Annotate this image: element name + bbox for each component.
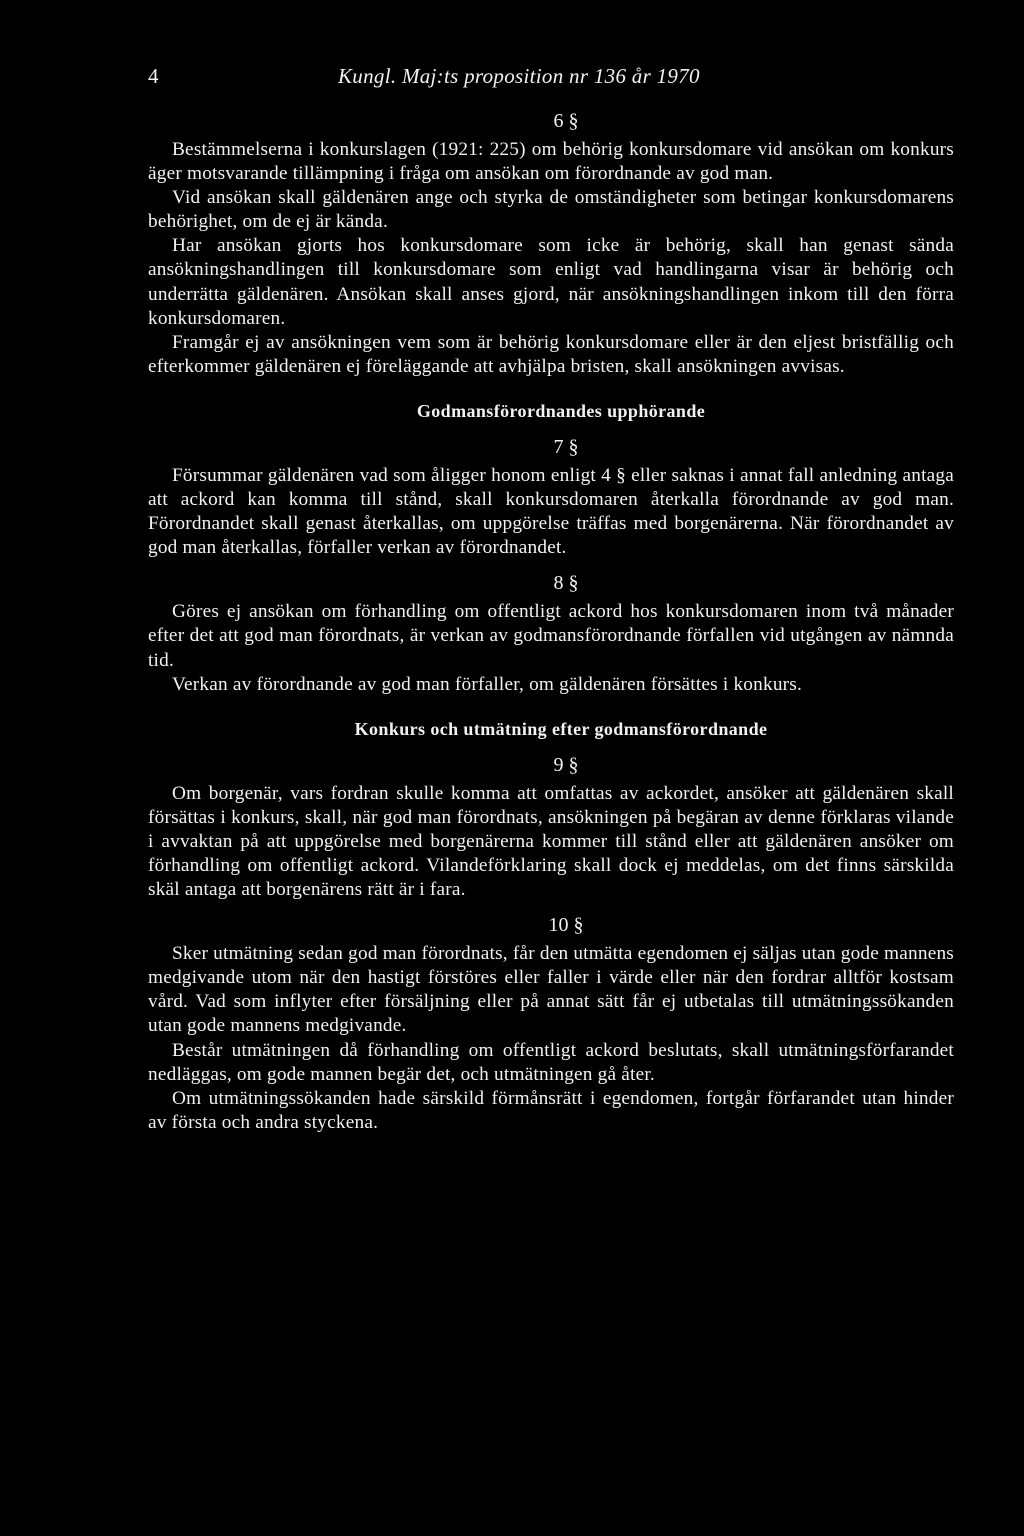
document-page xyxy=(148,64,954,1135)
section-heading: Godmansförordnandes upphörande xyxy=(416,400,706,421)
section-heading: Konkurs och utmätning efter godmansförordnande xyxy=(354,718,768,739)
paragraph: Har ansökan gjorts hos konkursdomare som icke är behörig, skall han genast sända ansökningshandlingen till konkursdomare som enligt vad handlingarna visar är behörig och underrätta gäldenären. Ansökan skall anses gjord, när ansökningshandlingen inkom till den förra konkursdomaren. xyxy=(148,235,954,329)
section-number: 9 § xyxy=(553,753,579,776)
paragraph: Om utmätningssökanden hade särskild förmånsrätt i egendomen, fortgår förfarandet utan hinder av första och andra styckena. xyxy=(148,1087,954,1133)
paragraph: Försummar gäldenären vad som åligger honom enligt 4 § eller saknas i annat fall anledning antaga att ackord kan komma till stånd, skall konkursdomaren återkalla förordnande av god man. Förordnandet skall genast återkallas, om uppgörelse träffas med borgenärerna. När förordnandet av god man återkallas, förfaller verkan av förordnandet. xyxy=(148,464,954,559)
section-number: 7 § xyxy=(553,435,579,458)
document-title: Kungl. Maj:ts proposition nr 136 år 1970 xyxy=(338,64,700,88)
paragraph: Göres ej ansökan om förhandling om offentligt ackord hos konkursdomaren inom två månader efter det att god man förordnats, är verkan av godmansförordnande förfallen vid utgången av nämnda tid. xyxy=(148,601,954,671)
paragraph: Om borgenär, vars fordran skulle komma att omfattas av ackordet, ansöker att gäldenären skall försättas i konkurs, skall, när god man förordnats, ansökningen på begäran av denne förklaras vilande i avvaktan på att uppgörelse med borgenärerna kommer till stånd eller att gäldenären ansöker om förhandling om offentligt ackord. Vilandeförklaring skall dock ej meddelas, om det finns särskilda skäl antaga att borgenärens rätt är i fara. xyxy=(148,782,954,901)
section-number: 10 § xyxy=(548,914,584,937)
section-number: 8 § xyxy=(553,572,579,595)
paragraph: Sker utmätning sedan god man förordnats, får den utmätta egendomen ej säljas utan gode mannens medgivande utom när den hastigt förstöres eller faller i värde eller när den fordrar alltför kostsam vård. Vad som inflyter efter försäljning eller på annat sätt får ej utbetalas till utmätningssökanden utan gode mannens medgivande. xyxy=(148,943,954,1037)
paragraph: Består utmätningen då förhandling om offentligt ackord beslutats, skall utmätningsförfarandet nedläggas, om gode mannen begär det, och utmätningen gå åter. xyxy=(148,1039,954,1085)
paragraph: Vid ansökan skall gäldenären ange och styrka de omständigheter som betingar konkursdomarens behörighet, om de ej är kända. xyxy=(148,187,954,233)
paragraph: Bestämmelserna i konkurslagen (1921: 225) om behörig konkursdomare vid ansökan om konkurs äger motsvarande tillämpning i fråga om ansökan om förordnande av god man. xyxy=(148,139,954,185)
section-number: 6 § xyxy=(553,110,579,132)
paragraph: Framgår ej av ansökningen vem som är behörig konkursdomare eller är den eljest bristfällig och efterkommer gäldenären ej föreläggande att avhjälpa bristen, skall ansökningen avvisas. xyxy=(148,331,954,377)
running-head xyxy=(148,64,954,102)
paragraph: Verkan av förordnande av god man förfaller, om gäldenären försättes i konkurs. xyxy=(172,673,802,695)
page-number: 4 xyxy=(148,64,159,88)
